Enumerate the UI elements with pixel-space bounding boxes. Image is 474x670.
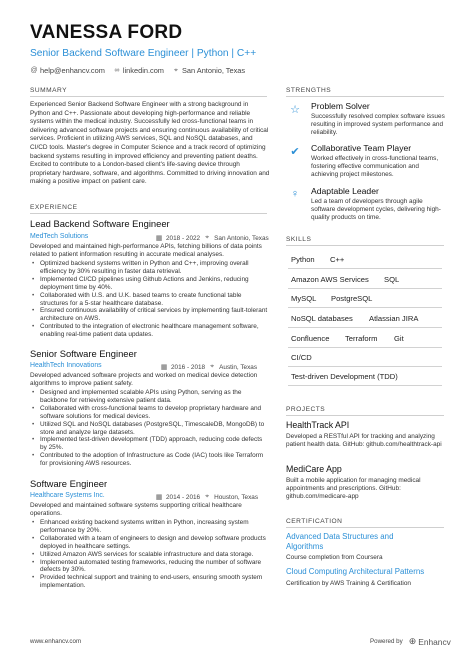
job-bullet: • Implemented CI/CD pipelines using Github Actions and Jenkins, reducing deployment time by 40%. (30, 276, 270, 292)
skill-tag: Terraform (345, 334, 378, 343)
location-icon: ⌖ (173, 66, 178, 74)
strengths-divider (286, 96, 444, 97)
job-dates-location (160, 363, 257, 371)
job-bullet: • Utilized SQL and NoSQL databases (PostgreSQL, TimescaleDB, MongoDB) to store and analyze large datasets. (30, 421, 270, 437)
job-title: Senior Software Engineer (30, 348, 137, 359)
job-dates: 2014 - 2016 (166, 493, 201, 501)
location-text: San Antonio, Texas (181, 66, 246, 75)
experience-heading: EXPERIENCE (30, 204, 78, 211)
contact-email[interactable] (30, 66, 105, 75)
brand-logo[interactable] (409, 636, 451, 647)
job-description: Developed and maintained high-performance APIs, fetching billions of data points related to patient information resulting in accurate medical analyses. (30, 243, 262, 258)
skills-divider (286, 245, 444, 246)
summary-divider (30, 96, 267, 97)
skill-tag: PostgreSQL (331, 294, 373, 303)
job-dates: 2018 - 2022 (166, 234, 201, 242)
contact-row (30, 66, 245, 75)
job-bullet: • Implemented test-driven development (TDD) approach, reducing code defects by 25%. (30, 436, 270, 452)
skill-tag: Git (394, 334, 404, 343)
job-title: Software Engineer (30, 478, 108, 489)
email-text: help@enhancv.com (40, 66, 105, 75)
strength-title: Adaptable Leader (311, 186, 379, 196)
calendar-icon: ▦ (160, 364, 168, 371)
project-description: Developed a RESTful API for tracking and analyzing patient health data. GitHub: github.com/healthtrack-api (286, 433, 442, 448)
certification-title: Cloud Computing Architectural Patterns (286, 567, 425, 576)
skill-row-divider (288, 307, 442, 308)
job-bullet: • Collaborated with cross-functional teams to develop proprietary hardware and software solutions for medical devices. (30, 405, 270, 421)
powered-by-label: Powered by (370, 638, 403, 645)
skill-tag: Python (291, 255, 315, 264)
job-location: San Antonio, Texas (214, 234, 269, 242)
projects-heading: PROJECTS (286, 406, 326, 413)
job-bullet: • Implemented automated testing frameworks, reducing the number of software defects by 30%. (30, 559, 270, 575)
skill-row-divider (288, 268, 442, 269)
job-bullet: • Collaborated with U.S. and U.K. based teams to create functional table structures for a 5-star healthcare database. (30, 292, 270, 308)
job-company (30, 492, 105, 499)
job-description: Developed advanced software projects and worked on medical device detection algorithms to improve patient safety. (30, 372, 258, 387)
skill-tag: Test-driven Development (TDD) (291, 372, 398, 381)
certification-description: Certification by AWS Training & Certification (286, 580, 411, 587)
certification-heading: CERTIFICATION (286, 518, 343, 525)
job-description: Developed and maintained software systems supporting critical healthcare operations. (30, 502, 242, 517)
skill-tag: C++ (330, 255, 345, 264)
certification-divider (286, 527, 444, 528)
job-bullet: • Optimized backend systems written in Python and C++, improving overall efficiency by 30% resulting in faster data retrieval. (30, 260, 270, 276)
job-bullet: • Collaborated with a team of engineers to design and develop software products deployed in healthcare settings. (30, 535, 270, 551)
skill-row-divider (288, 366, 442, 367)
candidate-title: Senior Backend Software Engineer | Python | C++ (30, 48, 257, 59)
job-bullets (30, 389, 270, 468)
strength-description: Worked effectively in cross-functional teams, fostering effective communication and achieving project milestones. (311, 155, 439, 178)
summary-text: Experienced Senior Backend Software Engineer with a strong background in Python and C++. Passionate about developing high-performance and reliable systems within the medical industry. Successfully led cross-functional teams in delivering advanced software projects and ensuring continuous availability of critical services. Proficient in utilizing AWS services, SQL and NoSQL databases, and CI/CD tools. Master's degree in Computer Science and a track record of optimizing backend systems resulting in improved efficiency and preventing patient deaths. Excited to contribute to a London-based client's life-saving device through proprietary hardware, software, and algorithms. Committed to driving innovation and making a positive impact on patient care. (30, 101, 270, 186)
strengths-heading: STRENGTHS (286, 87, 332, 94)
location-icon: ⌖ (210, 363, 215, 370)
strength-title: Problem Solver (311, 101, 370, 111)
project-description: Built a mobile application for managing medical appointments and prescriptions. GitHub: github.com/medicare-app (286, 477, 421, 500)
contact-location (172, 66, 245, 75)
job-dates-location (155, 493, 258, 501)
job-title: Lead Backend Software Engineer (30, 218, 170, 229)
check-badge-icon: ✔ (290, 146, 300, 158)
company-name: Healthcare Systems Inc. (30, 492, 105, 499)
job-company (30, 233, 88, 240)
contact-linkedin[interactable] (113, 66, 164, 75)
company-name: HealthTech Innovations (30, 362, 102, 369)
at-icon: @ (30, 67, 38, 74)
linkedin-text: linkedin.com (122, 66, 164, 75)
job-location: Houston, Texas (214, 493, 259, 501)
skill-tag: Amazon AWS Services (291, 275, 369, 284)
project-title: HealthTrack API (286, 420, 350, 430)
bulb-icon: ♀ (290, 188, 300, 200)
certification-description: Course completion from Coursera (286, 554, 383, 561)
job-bullet: • Ensured continuous availability of critical services by implementing fault-tolerant architecture on AWS. (30, 307, 270, 323)
skill-row-divider (288, 347, 442, 348)
experience-divider (30, 213, 267, 214)
strength-title: Collaborative Team Player (311, 143, 412, 153)
job-bullet: • Contributed to the adoption of Infrastructure as Code (IAC) tools like Terraform for provisioning AWS resources. (30, 452, 270, 468)
skills-heading: SKILLS (286, 236, 312, 243)
strength-description: Successfully resolved complex software issues resulting in improved system performance and reliability. (311, 113, 445, 136)
projects-divider (286, 415, 444, 416)
strength-description: Led a team of developers through agile software development cycles, delivering high-quality products on time. (311, 198, 441, 221)
skill-tag: SQL (384, 275, 400, 284)
job-dates: 2016 - 2018 (171, 363, 206, 371)
footer-url[interactable]: www.enhancv.com (30, 638, 82, 645)
summary-heading: SUMMARY (30, 87, 68, 94)
link-icon: ∞ (114, 67, 120, 74)
job-bullet: • Utilized Amazon AWS services for scalable infrastructure and data storage. (30, 551, 270, 559)
skill-row-divider (288, 385, 442, 386)
job-bullets (30, 519, 270, 590)
calendar-icon: ▦ (155, 235, 163, 242)
job-dates-location (155, 234, 269, 242)
job-company (30, 362, 102, 369)
skill-tag: Confluence (291, 334, 330, 343)
candidate-name: VANESSA FORD (30, 22, 183, 43)
skill-tag: MySQL (291, 294, 317, 303)
calendar-icon: ▦ (155, 494, 163, 501)
location-icon: ⌖ (205, 493, 210, 500)
job-bullet: • Contributed to the integration of electronic healthcare management software, enabling real-time patient data updates. (30, 323, 270, 339)
skill-tag: Atlassian JIRA (369, 314, 419, 323)
location-icon: ⌖ (205, 234, 210, 241)
skill-tag: NoSQL databases (291, 314, 353, 323)
job-bullet: • Designed and implemented scalable APIs using Python, serving as the backbone for retrieving extensive patient data. (30, 389, 270, 405)
project-title: MediCare App (286, 464, 342, 474)
certification-title: Advanced Data Structures and Algorithms (286, 532, 394, 551)
skill-row-divider (288, 327, 442, 328)
enhancv-logo-icon: ⊕ (408, 636, 417, 646)
skill-row-divider (288, 288, 442, 289)
skill-tag: CI/CD (291, 353, 312, 362)
job-bullet: • Enhanced existing backend systems written in Python, increasing system performance by 20%. (30, 519, 270, 535)
job-bullet: • Provided technical support and training to end-users, ensuring smooth system implementation. (30, 574, 270, 590)
footer-powered-by (370, 636, 451, 647)
star-icon: ☆ (290, 104, 300, 116)
job-location: Austin, Texas (219, 363, 258, 371)
company-name: MedTech Solutions (30, 233, 89, 240)
job-bullets (30, 260, 270, 339)
brand-name: Enhancv (418, 636, 451, 647)
